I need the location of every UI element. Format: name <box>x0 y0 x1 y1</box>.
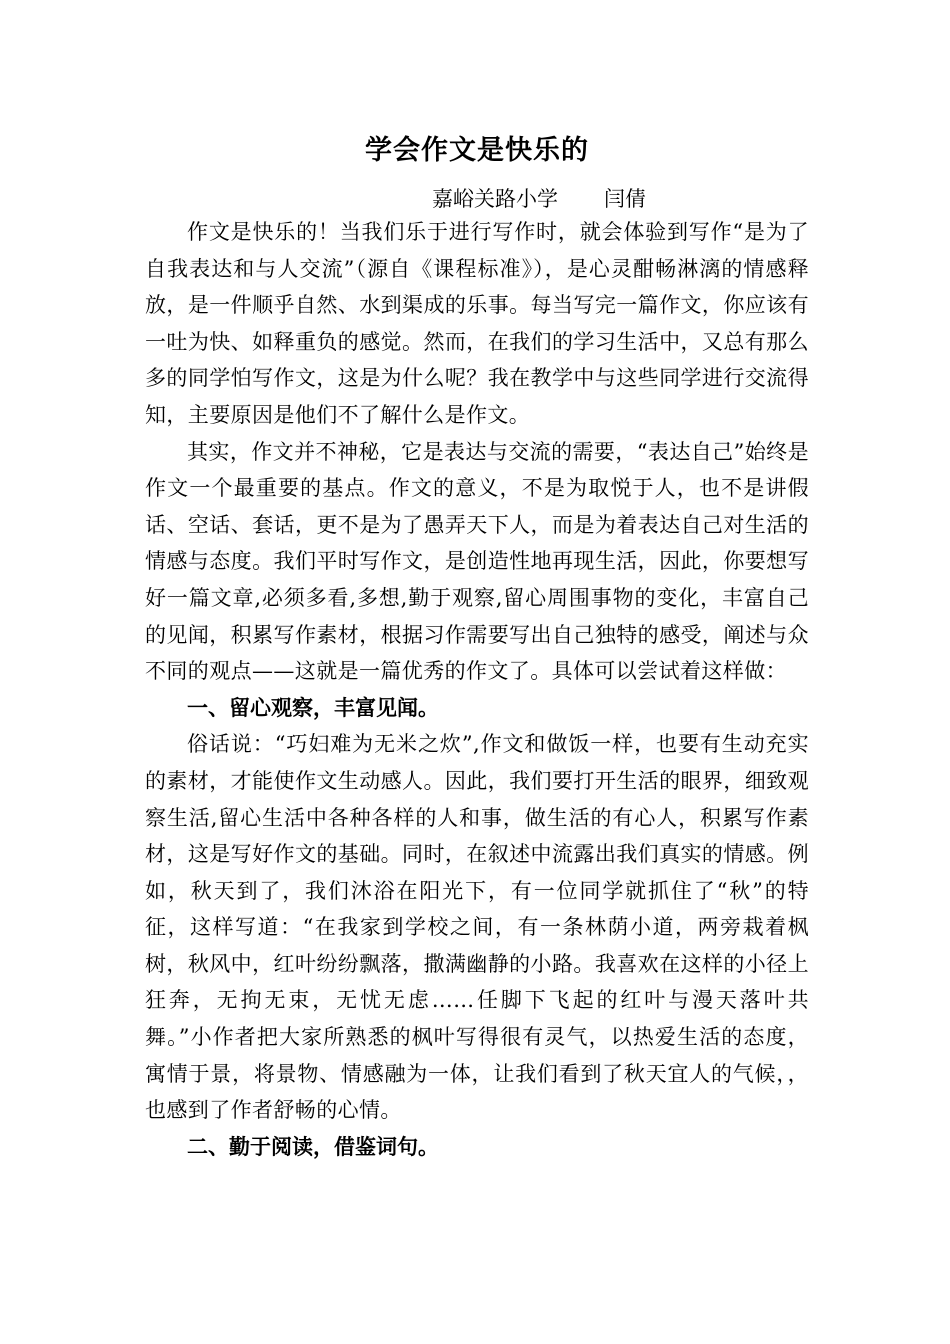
body-paragraph: 其实，作文并不神秘，它是表达与交流的需要，“表达自己”始终是作文一个最重要的基点。作文的意义，不是为取悦于人，也不是讲假话、空话、套话，更不是为了愚弄天下人，而是为着表达自己对生活的情感与态度。我们平时写作文，是创造性地再现生活，因此，你要想写好一篇文章,必须多看,多想,勤于观察,留心周围事物的变化，丰富自己的见闻，积累写作素材，根据习作需要写出自己独特的感受，阐述与众不同的观点——这就是一篇优秀的作文了。具体可以尝试着这样做： <box>145 439 809 684</box>
author-name: 闫倩 <box>604 187 646 211</box>
document-page <box>145 128 809 1165</box>
section-1-paragraph: 俗话说：“巧妇难为无米之炊”,作文和做饭一样，也要有生动充实的素材，才能使作文生动感人。因此，我们要打开生活的眼界，细致观察生活,留心生活中各种各样的人和事，做生活的有心人，积累写作素材，这是写好作文的基础。同时，在叙述中流露出我们真实的情感。例如，秋天到了，我们沐浴在阳光下，有一位同学就抓住了“秋”的特征，这样写道：“在我家到学校之间，有一条林荫小道，两旁栽着枫树，秋风中，红叶纷纷飘落，撒满幽静的小路。我喜欢在这样的小径上狂奔，无拘无束，无忧无虑……任脚下飞起的红叶与漫天落叶共舞。”小作者把大家所熟悉的枫叶写得很有灵气，以热爱生活的态度，寓情于景，将景物、情感融为一体，让我们看到了秋天宜人的气候，，也感到了作者舒畅的心情。 <box>145 732 809 1123</box>
author-line <box>145 184 809 214</box>
author-school: 嘉峪关路小学 <box>432 187 558 211</box>
section-heading-1: 一、留心观察，丰富见闻。 <box>187 694 439 720</box>
intro-paragraph: 作文是快乐的！当我们乐于进行写作时，就会体验到写作“是为了自我表达和与人交流”（源自《课程标准》），是心灵酣畅淋漓的情感释放，是一件顺乎自然、水到渠成的乐事。每当写完一篇作文，你应该有一吐为快、如释重负的感觉。然而，在我们的学习生活中，又总有那么多的同学怕写作文，这是为什么呢？我在教学中与这些同学进行交流得知，主要原因是他们不了解什么是作文。 <box>145 220 809 427</box>
document-title: 学会作文是快乐的 <box>365 135 589 166</box>
section-heading-2: 二、勤于阅读，借鉴词句。 <box>187 1133 439 1159</box>
